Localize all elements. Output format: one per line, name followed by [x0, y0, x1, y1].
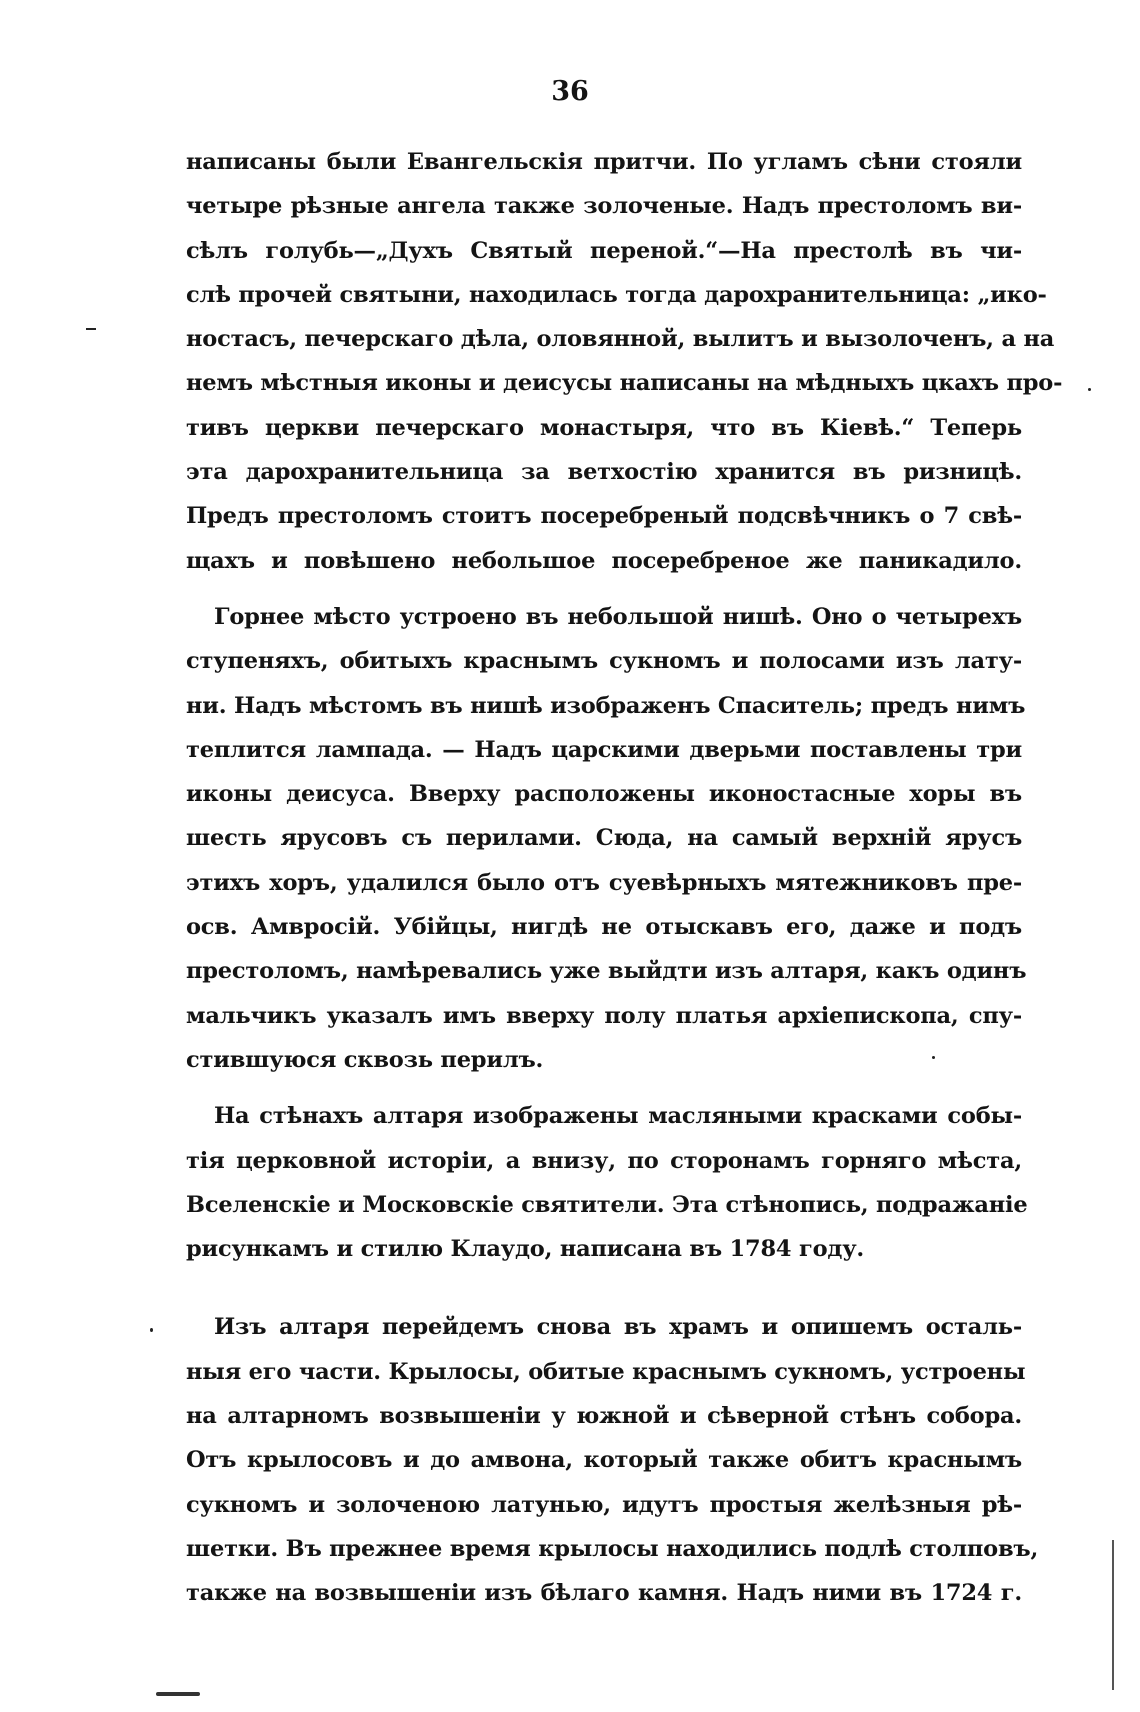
paragraph-gap	[186, 583, 1022, 595]
paragraph-gap	[186, 1271, 1022, 1305]
text-line: немъ мѣстныя иконы и деисусы написаны на мѣдныхъ цкахъ про-	[186, 370, 1063, 397]
text-line: этихъ хоръ, удалился было отъ суевѣрныхъ мятежниковъ пре-	[186, 869, 1022, 896]
paragraph-4	[186, 1305, 1039, 1615]
text-line: осв. Амвросій. Убійцы, нигдѣ не отыскавъ его, даже и подъ	[186, 914, 1022, 941]
text-line: мальчикъ указалъ имъ вверху полу платья архіепископа, спу-	[186, 1002, 1022, 1029]
text-line: теплится лампада. — Надъ царскими дверьми поставлены три	[186, 736, 1022, 763]
text-line: На стѣнахъ алтаря изображены масляными красками собы-	[214, 1103, 1022, 1130]
text-line: эта дарохранительница за ветхостію хранится въ ризницѣ.	[186, 459, 1022, 486]
paragraph-gap	[186, 1082, 1022, 1094]
text-line: шесть ярусовъ съ перилами. Сюда, на самый верхній ярусъ	[186, 825, 1022, 852]
text-line: Изъ алтаря перейдемъ снова въ храмъ и опишемъ осталь-	[214, 1314, 1022, 1341]
text-line: тія церковной исторіи, а внизу, по сторонамъ горняго мѣста,	[186, 1147, 1022, 1174]
text-line: на алтарномъ возвышеніи у южной и сѣверной стѣнъ собора.	[186, 1403, 1022, 1430]
text-line: ныя его части. Крылосы, обитые краснымъ сукномъ, устроены	[186, 1358, 1026, 1385]
paragraph-1	[186, 140, 1063, 583]
text-line: тивъ церкви печерскаго монастыря, что въ Кіевѣ.“ Теперь	[186, 414, 1022, 441]
text-line: иконы деисуса. Вверху расположены иконостасные хоры въ	[186, 781, 1022, 808]
margin-dash-mark	[86, 328, 96, 330]
right-edge-scan-line	[1112, 1540, 1114, 1690]
text-line: также на возвышеніи изъ бѣлаго камня. Надъ ними въ 1724 г.	[186, 1580, 1022, 1607]
text-line: Отъ крылосовъ и до амвона, который также обитъ краснымъ	[186, 1447, 1022, 1474]
text-line: шетки. Въ прежнее время крылосы находились подлѣ столповъ,	[186, 1535, 1039, 1562]
bottom-scan-mark	[156, 1692, 200, 1696]
text-line: ностасъ, печерскаго дѣла, оловянной, вылитъ и вызолоченъ, а на	[186, 326, 1055, 353]
text-line: Горнее мѣсто устроено въ небольшой нишѣ. Оно о четырехъ	[214, 603, 1022, 630]
text-line: рисункамъ и стилю Клаудо, написана въ 1784 году.	[186, 1236, 865, 1263]
text-line: написаны были Евангельскія притчи. По угламъ сѣни стояли	[186, 149, 1022, 175]
text-line: четыре рѣзные ангела также золоченые. Надъ престоломъ ви-	[186, 193, 1022, 220]
margin-dot-mark	[932, 1056, 935, 1059]
paragraph-2	[186, 595, 1027, 1082]
text-line: ступеняхъ, обитыхъ краснымъ сукномъ и полосами изъ лату-	[186, 648, 1022, 675]
text-line: престоломъ, намѣревались уже выйдти изъ алтаря, какъ одинъ	[186, 958, 1027, 985]
text-line: сукномъ и золоченою латунью, идутъ простыя желѣзныя рѣ-	[186, 1491, 1022, 1518]
text-line: щахъ и повѣшено небольшое посеребреное же паникадило.	[186, 547, 1022, 574]
text-line: стившуюся сквозь перилъ.	[186, 1046, 544, 1073]
text-body	[186, 140, 1063, 1616]
text-line: Вселенскіе и Московскіе святители. Эта стѣнопись, подражаніе	[186, 1191, 1028, 1218]
margin-dot-mark	[150, 1328, 153, 1332]
margin-dot-mark	[1088, 388, 1091, 391]
paragraph-3	[186, 1094, 1028, 1271]
page-number: 36	[551, 76, 589, 107]
text-line: сѣлъ голубь—„Духъ Святый переной.“—На престолѣ въ чи-	[186, 237, 1022, 264]
text-line: слѣ прочей святыни, находилась тогда дарохранительница: „ико-	[186, 281, 1047, 308]
text-line: Предъ престоломъ стоитъ посеребреный подсвѣчникъ о 7 свѣ-	[186, 503, 1022, 530]
text-line: ни. Надъ мѣстомъ въ нишѣ изображенъ Спаситель; предъ нимъ	[186, 692, 1026, 719]
